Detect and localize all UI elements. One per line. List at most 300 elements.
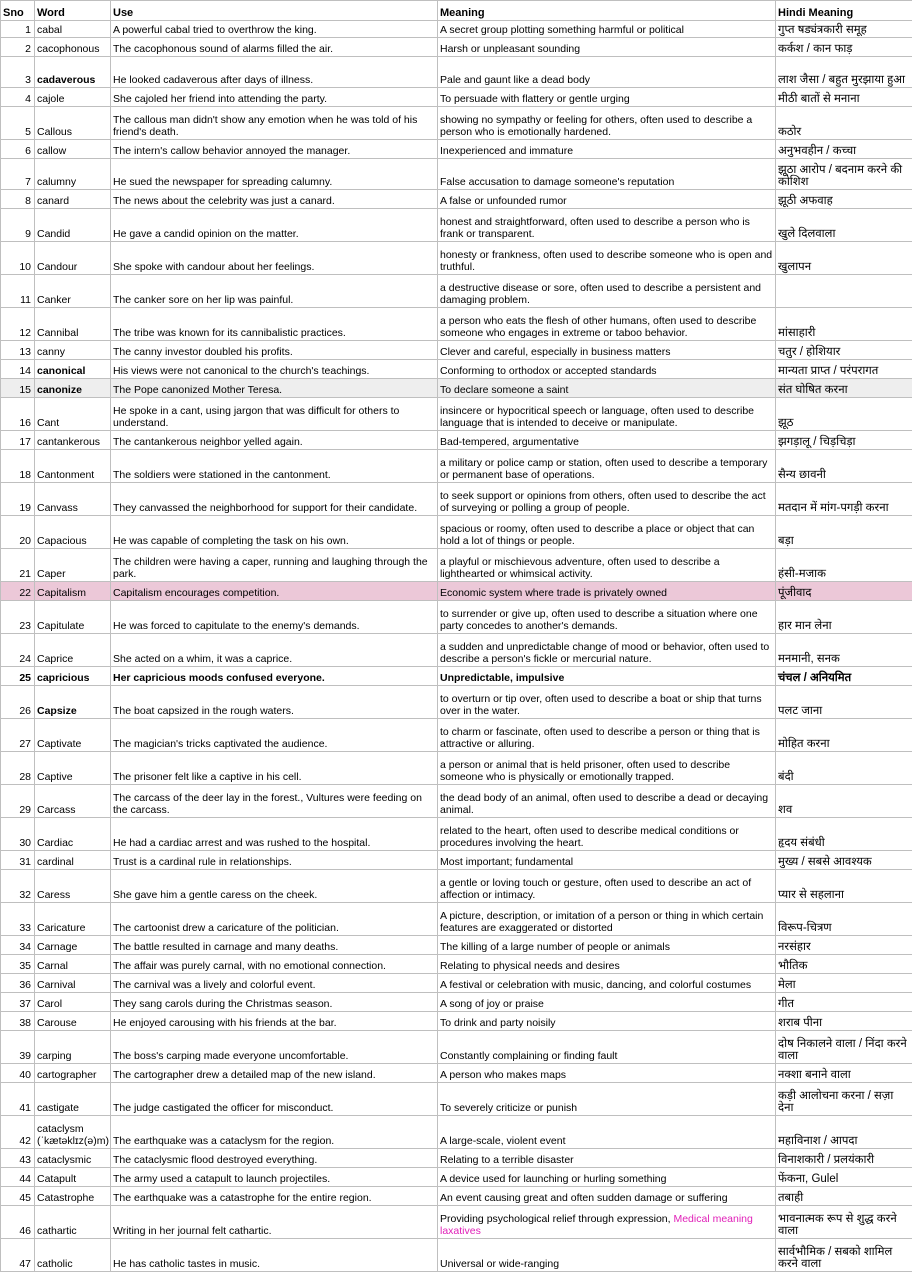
- meaning-text: Constantly complaining or finding fault: [440, 1050, 618, 1062]
- sno-cell: [1, 209, 35, 242]
- hindi-text: चंचल / अनियमित: [778, 672, 852, 684]
- medical-meaning-note: Medical meaning laxatives: [440, 1213, 753, 1237]
- word-cell: [35, 1064, 111, 1083]
- word-cell: [35, 107, 111, 140]
- hindi-text: हृदय संबंधी: [778, 837, 825, 849]
- hindi-cell: [776, 686, 912, 719]
- table-row: [1, 341, 912, 360]
- table-row: [1, 159, 912, 190]
- hindi-text: नरसंहार: [778, 941, 811, 953]
- use-cell: [111, 667, 438, 686]
- word-cell: [35, 140, 111, 159]
- sno-cell: [1, 582, 35, 601]
- sno-text: 12: [19, 327, 31, 339]
- hindi-text: खुले दिलवाला: [778, 228, 836, 240]
- sno-text: 4: [25, 93, 31, 105]
- sno-cell: [1, 1012, 35, 1031]
- hindi-cell: [776, 955, 912, 974]
- table-row: [1, 549, 912, 582]
- table-row: [1, 1083, 912, 1116]
- sno-cell: [1, 936, 35, 955]
- meaning-cell: [438, 1064, 776, 1083]
- table-row: [1, 379, 912, 398]
- sno-cell: [1, 686, 35, 719]
- hindi-cell: [776, 719, 912, 752]
- meaning-text: To drink and party noisily: [440, 1017, 556, 1029]
- word-cell: [35, 21, 111, 38]
- meaning-cell: [438, 379, 776, 398]
- use-cell: [111, 159, 438, 190]
- table-row: [1, 1031, 912, 1064]
- meaning-cell: [438, 974, 776, 993]
- word-cell: [35, 634, 111, 667]
- word-cell: [35, 582, 111, 601]
- meaning-text: An event causing great and often sudden damage or suffering: [440, 1192, 728, 1204]
- meaning-text: a playful or mischievous adventure, often used to describe a lighthearted or whimsical activity.: [440, 556, 720, 580]
- word-cell: [35, 719, 111, 752]
- table-row: [1, 38, 912, 57]
- use-text: He gave a candid opinion on the matter.: [113, 228, 299, 240]
- use-text: She acted on a whim, it was a caprice.: [113, 653, 293, 665]
- hindi-cell: [776, 1064, 912, 1083]
- word-cell: [35, 431, 111, 450]
- use-text: The Pope canonized Mother Teresa.: [113, 384, 283, 396]
- word-text: Carnal: [37, 960, 68, 972]
- hindi-text: झूठा आरोप / बदनाम करने की कोशिश: [778, 164, 903, 188]
- hindi-cell: [776, 818, 912, 851]
- meaning-cell: [438, 398, 776, 431]
- sno-cell: [1, 974, 35, 993]
- hindi-text: मान्यता प्राप्त / परंपरागत: [778, 365, 879, 377]
- word-cell: [35, 1149, 111, 1168]
- hindi-cell: [776, 516, 912, 549]
- sno-cell: [1, 308, 35, 341]
- use-cell: [111, 634, 438, 667]
- word-text: Cantonment: [37, 469, 95, 481]
- sno-cell: [1, 719, 35, 752]
- meaning-cell: [438, 341, 776, 360]
- hindi-text: भावनात्मक रूप से शुद्ध करने वाला: [778, 1213, 897, 1237]
- use-cell: [111, 450, 438, 483]
- use-text: The magician's tricks captivated the audience.: [113, 738, 328, 750]
- use-text: The earthquake was a cataclysm for the region.: [113, 1135, 335, 1147]
- sno-cell: [1, 341, 35, 360]
- sno-cell: [1, 903, 35, 936]
- meaning-cell: [438, 57, 776, 88]
- word-text: Candid: [37, 228, 71, 240]
- sno-cell: [1, 601, 35, 634]
- sno-text: 10: [19, 261, 31, 273]
- sno-text: 3: [25, 74, 31, 86]
- use-cell: [111, 993, 438, 1012]
- word-text: cacophonous: [37, 43, 100, 55]
- hindi-text: शव: [778, 804, 793, 816]
- use-text: He has catholic tastes in music.: [113, 1258, 261, 1270]
- word-text: Callous: [37, 126, 73, 138]
- hindi-text: बंदी: [778, 771, 794, 783]
- meaning-cell: [438, 21, 776, 38]
- sno-cell: [1, 818, 35, 851]
- hindi-cell: [776, 752, 912, 785]
- header-sno: Sno: [1, 1, 35, 21]
- word-text: Captivate: [37, 738, 82, 750]
- hindi-text: फेंकना, Gulel: [778, 1173, 839, 1185]
- use-text: The prisoner felt like a captive in his cell.: [113, 771, 302, 783]
- hindi-text: कड़ी आलोचना करना / सज़ा देना: [778, 1090, 894, 1114]
- table-row: [1, 601, 912, 634]
- use-text: He enjoyed carousing with his friends at the bar.: [113, 1017, 337, 1029]
- hindi-text: झूठ: [778, 417, 794, 429]
- sno-text: 13: [19, 346, 31, 358]
- hindi-text: दोष निकालने वाला / निंदा करने वाला: [778, 1038, 907, 1062]
- meaning-cell: [438, 634, 776, 667]
- sno-cell: [1, 516, 35, 549]
- word-cell: [35, 1206, 111, 1239]
- use-cell: [111, 818, 438, 851]
- meaning-text: To persuade with flattery or gentle urging: [440, 93, 630, 105]
- meaning-cell: [438, 275, 776, 308]
- meaning-text: to surrender or give up, often used to describe a situation where one party concedes to another's demands.: [440, 608, 758, 632]
- use-cell: [111, 1149, 438, 1168]
- sno-text: 15: [19, 384, 31, 396]
- meaning-cell: [438, 1206, 776, 1239]
- sno-text: 35: [19, 960, 31, 972]
- sno-cell: [1, 752, 35, 785]
- meaning-cell: [438, 818, 776, 851]
- use-cell: [111, 549, 438, 582]
- meaning-text: Unpredictable, impulsive: [440, 672, 565, 684]
- meaning-cell: [438, 450, 776, 483]
- word-cell: [35, 88, 111, 107]
- use-text: The intern's callow behavior annoyed the manager.: [113, 145, 351, 157]
- meaning-cell: [438, 88, 776, 107]
- use-text: The battle resulted in carnage and many deaths.: [113, 941, 339, 953]
- word-text: castigate: [37, 1102, 80, 1114]
- sno-text: 34: [19, 941, 31, 953]
- use-text: Capitalism encourages competition.: [113, 587, 280, 599]
- sno-text: 14: [19, 365, 31, 377]
- use-text: The canny investor doubled his profits.: [113, 346, 293, 358]
- table-row: [1, 903, 912, 936]
- hindi-cell: [776, 936, 912, 955]
- table-row: [1, 1239, 912, 1272]
- use-cell: [111, 379, 438, 398]
- sno-text: 21: [19, 568, 31, 580]
- sno-text: 24: [19, 653, 31, 665]
- word-text: canonical: [37, 365, 86, 377]
- use-cell: [111, 903, 438, 936]
- sno-text: 9: [25, 228, 31, 240]
- sno-cell: [1, 785, 35, 818]
- sno-cell: [1, 955, 35, 974]
- table-row: [1, 1149, 912, 1168]
- sno-cell: [1, 870, 35, 903]
- sno-cell: [1, 1168, 35, 1187]
- sno-cell: [1, 21, 35, 38]
- sno-text: 36: [19, 979, 31, 991]
- use-cell: [111, 107, 438, 140]
- meaning-text: Inexperienced and immature: [440, 145, 574, 157]
- meaning-text: To declare someone a saint: [440, 384, 569, 396]
- use-cell: [111, 1168, 438, 1187]
- meaning-text: A festival or celebration with music, dancing, and colorful costumes: [440, 979, 752, 991]
- word-cell: [35, 242, 111, 275]
- meaning-cell: [438, 785, 776, 818]
- table-row: [1, 360, 912, 379]
- hindi-cell: [776, 549, 912, 582]
- table-row: [1, 1064, 912, 1083]
- use-cell: [111, 1083, 438, 1116]
- hindi-text: मतदान में मांग-पगड़ी करना: [778, 502, 889, 514]
- use-cell: [111, 57, 438, 88]
- hindi-cell: [776, 993, 912, 1012]
- use-text: He spoke in a cant, using jargon that was difficult for others to understand.: [113, 405, 400, 429]
- word-cell: [35, 483, 111, 516]
- hindi-cell: [776, 785, 912, 818]
- word-text: Carol: [37, 998, 63, 1010]
- sno-cell: [1, 1149, 35, 1168]
- table-row: [1, 516, 912, 549]
- sno-text: 25: [19, 672, 31, 684]
- meaning-cell: [438, 1168, 776, 1187]
- meaning-cell: [438, 903, 776, 936]
- word-cell: [35, 903, 111, 936]
- sno-cell: [1, 851, 35, 870]
- word-cell: [35, 275, 111, 308]
- table-row: [1, 21, 912, 38]
- hindi-cell: [776, 57, 912, 88]
- hindi-cell: [776, 21, 912, 38]
- sno-text: 22: [19, 587, 31, 599]
- sno-cell: [1, 242, 35, 275]
- word-cell: [35, 159, 111, 190]
- hindi-text: बड़ा: [778, 535, 794, 547]
- word-cell: [35, 936, 111, 955]
- meaning-text: Bad-tempered, argumentative: [440, 436, 579, 448]
- table-row: [1, 686, 912, 719]
- hindi-text: प्यार से सहलाना: [778, 889, 844, 901]
- word-text: Cardiac: [37, 837, 74, 849]
- use-text: The carcass of the deer lay in the forest., Vultures were feeding on the carcass.: [113, 792, 422, 816]
- table-row: [1, 88, 912, 107]
- use-text: His views were not canonical to the church's teachings.: [113, 365, 370, 377]
- table-row: [1, 634, 912, 667]
- word-text: Canker: [37, 294, 71, 306]
- hindi-cell: [776, 38, 912, 57]
- meaning-cell: [438, 483, 776, 516]
- table-row: [1, 752, 912, 785]
- hindi-text: कर्कश / कान फाड़: [778, 43, 853, 55]
- hindi-cell: [776, 1187, 912, 1206]
- word-text: Capitalism: [37, 587, 87, 599]
- hindi-text: हंसी-मजाक: [778, 568, 826, 580]
- word-text: canonize: [37, 384, 82, 396]
- sno-text: 39: [19, 1050, 31, 1062]
- use-cell: [111, 398, 438, 431]
- sno-text: 43: [19, 1154, 31, 1166]
- use-cell: [111, 190, 438, 209]
- meaning-text: insincere or hypocritical speech or language, often used to describe language that is intended to deceive or manipulate.: [440, 405, 755, 429]
- word-cell: [35, 1012, 111, 1031]
- use-cell: [111, 209, 438, 242]
- sno-text: 40: [19, 1069, 31, 1081]
- meaning-text: honesty or frankness, often used to describe someone who is open and truthful.: [440, 249, 773, 273]
- word-cell: [35, 974, 111, 993]
- hindi-cell: [776, 107, 912, 140]
- use-cell: [111, 1031, 438, 1064]
- use-cell: [111, 483, 438, 516]
- sno-cell: [1, 431, 35, 450]
- use-cell: [111, 140, 438, 159]
- word-cell: [35, 1187, 111, 1206]
- use-text: The news about the celebrity was just a canard.: [113, 195, 335, 207]
- sno-text: 8: [25, 195, 31, 207]
- hindi-cell: [776, 483, 912, 516]
- use-text: The callous man didn't show any emotion when he was told of his friend's death.: [113, 114, 418, 138]
- meaning-text: A secret group plotting something harmful or political: [440, 24, 684, 36]
- sno-text: 33: [19, 922, 31, 934]
- word-text: Caress: [37, 889, 71, 901]
- word-text: Carouse: [37, 1017, 77, 1029]
- meaning-text: to overturn or tip over, often used to describe a boat or ship that turns over in the water.: [440, 693, 762, 717]
- word-cell: [35, 379, 111, 398]
- meaning-text: a gentle or loving touch or gesture, often used to describe an act of affection or intimacy.: [440, 877, 752, 901]
- use-text: He was forced to capitulate to the enemy's demands.: [113, 620, 360, 632]
- word-text: Caricature: [37, 922, 86, 934]
- meaning-cell: [438, 752, 776, 785]
- sno-cell: [1, 549, 35, 582]
- word-cell: [35, 341, 111, 360]
- use-text: The boat capsized in the rough waters.: [113, 705, 294, 717]
- use-cell: [111, 785, 438, 818]
- use-cell: [111, 851, 438, 870]
- sno-cell: [1, 88, 35, 107]
- use-text: The cacophonous sound of alarms filled the air.: [113, 43, 334, 55]
- use-text: The soldiers were stationed in the cantonment.: [113, 469, 331, 481]
- hindi-cell: [776, 88, 912, 107]
- use-cell: [111, 1187, 438, 1206]
- use-text: The cartoonist drew a caricature of the politician.: [113, 922, 339, 934]
- word-cell: [35, 686, 111, 719]
- table-row: [1, 818, 912, 851]
- meaning-text: Relating to a terrible disaster: [440, 1154, 574, 1166]
- meaning-cell: [438, 516, 776, 549]
- hindi-text: लाश जैसा / बहुत मुरझाया हुआ: [778, 74, 906, 86]
- sno-cell: [1, 1064, 35, 1083]
- sno-text: 31: [19, 856, 31, 868]
- hindi-cell: [776, 360, 912, 379]
- word-text: Captive: [37, 771, 73, 783]
- meaning-text: False accusation to damage someone's reputation: [440, 176, 675, 188]
- hindi-text: संत घोषित करना: [778, 384, 848, 396]
- sno-text: 16: [19, 417, 31, 429]
- use-text: She spoke with candour about her feelings.: [113, 261, 315, 273]
- meaning-text: to seek support or opinions from others, often used to describe the act of surveying or polling a group of people.: [440, 490, 766, 514]
- sno-text: 29: [19, 804, 31, 816]
- word-cell: [35, 870, 111, 903]
- word-text: Cannibal: [37, 327, 79, 339]
- use-cell: [111, 21, 438, 38]
- word-text: Carcass: [37, 804, 76, 816]
- use-text: They canvassed the neighborhood for support for their candidate.: [113, 502, 418, 514]
- sno-text: 6: [25, 145, 31, 157]
- meaning-cell: [438, 242, 776, 275]
- word-cell: [35, 38, 111, 57]
- word-cell: [35, 1116, 111, 1149]
- use-cell: [111, 974, 438, 993]
- meaning-cell: [438, 549, 776, 582]
- word-text: callow: [37, 145, 67, 157]
- table-row: [1, 483, 912, 516]
- hindi-cell: [776, 974, 912, 993]
- table-row: [1, 1012, 912, 1031]
- use-text: The army used a catapult to launch projectiles.: [113, 1173, 331, 1185]
- sno-text: 7: [25, 176, 31, 188]
- word-cell: [35, 516, 111, 549]
- header-use: Use: [111, 1, 438, 21]
- sno-text: 11: [20, 294, 31, 306]
- meaning-text: Harsh or unpleasant sounding: [440, 43, 581, 55]
- use-text: Trust is a cardinal rule in relationships.: [113, 856, 292, 868]
- sno-cell: [1, 140, 35, 159]
- meaning-cell: [438, 140, 776, 159]
- use-cell: [111, 1116, 438, 1149]
- hindi-cell: [776, 450, 912, 483]
- word-text: canard: [37, 195, 70, 207]
- word-cell: [35, 993, 111, 1012]
- meaning-cell: [438, 955, 776, 974]
- hindi-cell: [776, 1206, 912, 1239]
- word-text: Carnival: [37, 979, 76, 991]
- hindi-text: तबाही: [778, 1192, 804, 1204]
- meaning-cell: [438, 209, 776, 242]
- meaning-text: Clever and careful, especially in business matters: [440, 346, 671, 358]
- use-cell: [111, 88, 438, 107]
- hindi-text: सैन्य छावनी: [778, 469, 826, 481]
- meaning-cell: [438, 601, 776, 634]
- hindi-cell: [776, 582, 912, 601]
- use-text: The cataclysmic flood destroyed everything.: [113, 1154, 318, 1166]
- use-cell: [111, 752, 438, 785]
- hindi-text: गुप्त षड्यंत्रकारी समूह: [778, 24, 867, 36]
- hindi-text: विनाशकारी / प्रलयंकारी: [778, 1154, 875, 1166]
- hindi-cell: [776, 667, 912, 686]
- use-text: The children were having a caper, running and laughing through the park.: [113, 556, 428, 580]
- meaning-cell: [438, 870, 776, 903]
- word-text: cathartic: [37, 1225, 77, 1237]
- hindi-cell: [776, 903, 912, 936]
- table-row: [1, 993, 912, 1012]
- word-cell: [35, 209, 111, 242]
- hindi-text: महाविनाश / आपदा: [778, 1135, 858, 1147]
- table-row: [1, 140, 912, 159]
- word-text: calumny: [37, 176, 77, 188]
- word-text: cadaverous: [37, 74, 96, 86]
- use-text: The tribe was known for its cannibalistic practices.: [113, 327, 346, 339]
- use-cell: [111, 1064, 438, 1083]
- hindi-text: मनमानी, सनक: [778, 653, 840, 665]
- use-cell: [111, 1239, 438, 1272]
- sno-cell: [1, 1206, 35, 1239]
- table-row: [1, 785, 912, 818]
- use-text: The affair was purely carnal, with no emotional connection.: [113, 960, 386, 972]
- word-cell: [35, 398, 111, 431]
- hindi-text: मीठी बातों से मनाना: [778, 93, 860, 105]
- use-text: The canker sore on her lip was painful.: [113, 294, 294, 306]
- hindi-cell: [776, 1168, 912, 1187]
- hindi-cell: [776, 209, 912, 242]
- sno-cell: [1, 190, 35, 209]
